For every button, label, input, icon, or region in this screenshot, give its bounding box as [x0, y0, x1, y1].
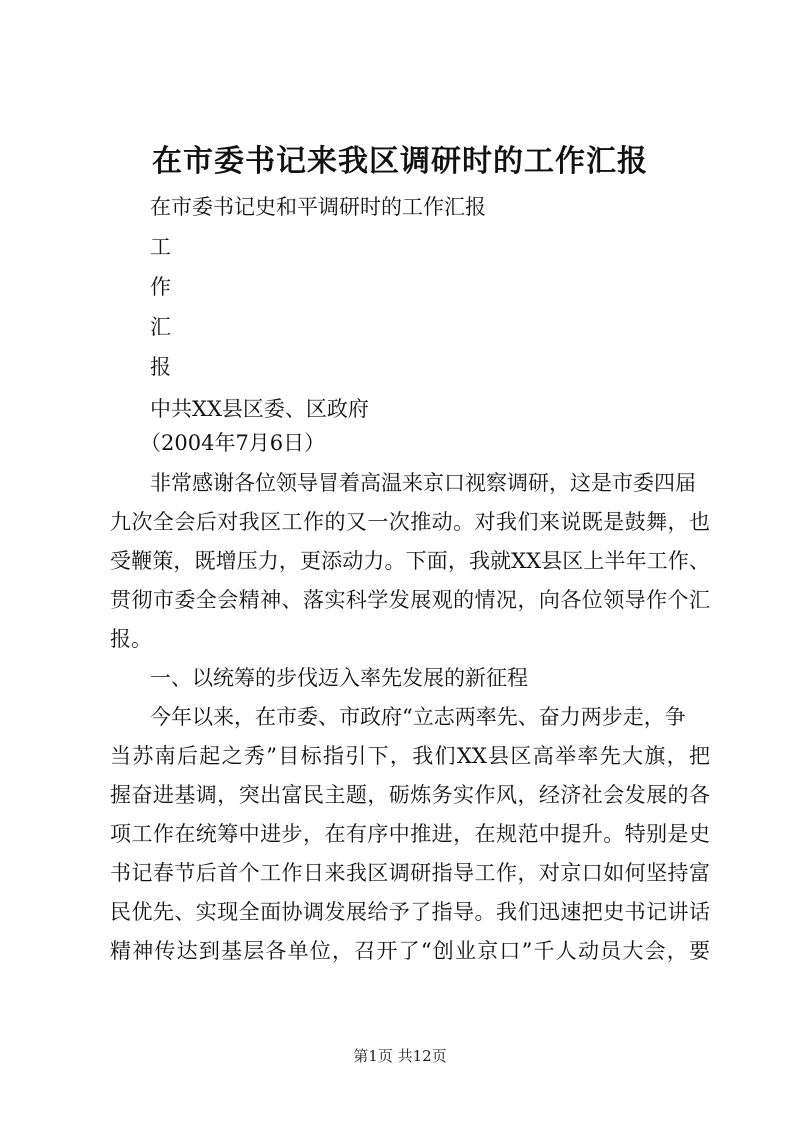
- paragraph-line: 受鞭策，既增压力，更添动力。下面，我就XX县区上半年工作、: [110, 549, 710, 573]
- page-indicator: 第1页 共12页: [353, 1047, 447, 1065]
- paragraph-line: 贯彻市委全会精神、落实科学发展观的情况，向各位领导作个汇: [110, 588, 710, 612]
- paragraph-line: 非常感谢各位领导冒着高温来京口视察调研，这是市委四届: [150, 471, 696, 495]
- section-heading: 一、以统筹的步伐迈入率先发展的新征程: [150, 666, 528, 690]
- paragraph-line: 九次全会后对我区工作的又一次推动。对我们来说既是鼓舞，也: [110, 510, 710, 534]
- vertical-heading-char: 汇: [150, 315, 171, 339]
- paragraph-line: 今年以来，在市委、市政府“立志两率先、奋力两步走，争: [150, 705, 686, 729]
- document-subtitle: 在市委书记史和平调研时的工作汇报: [150, 195, 486, 219]
- vertical-heading-char: 工: [150, 235, 171, 259]
- paragraph-line: 精神传达到基层各单位，召开了“创业京口”千人动员大会，要: [110, 939, 710, 963]
- paragraph-line: 当苏南后起之秀”目标指引下，我们XX县区高举率先大旗，把: [110, 744, 710, 768]
- vertical-heading-char: 作: [150, 275, 171, 299]
- document-title: 在市委书记来我区调研时的工作汇报: [152, 144, 648, 179]
- issuer-line: 中共XX县区委、区政府: [150, 397, 369, 421]
- vertical-heading-char: 报: [150, 355, 171, 379]
- paragraph-line: 民优先、实现全面协调发展给予了指导。我们迅速把史书记讲话: [110, 900, 710, 924]
- paragraph-line: 书记春节后首个工作日来我区调研指导工作，对京口如何坚持富: [110, 861, 710, 885]
- paragraph-line: 项工作在统筹中进步，在有序中推进，在规范中提升。特别是史: [110, 822, 710, 846]
- date-line: （2004年7月6日）: [140, 431, 326, 455]
- paragraph-line: 握奋进基调，突出富民主题，砺炼务实作风，经济社会发展的各: [110, 783, 710, 807]
- paragraph-line: 报。: [110, 627, 152, 651]
